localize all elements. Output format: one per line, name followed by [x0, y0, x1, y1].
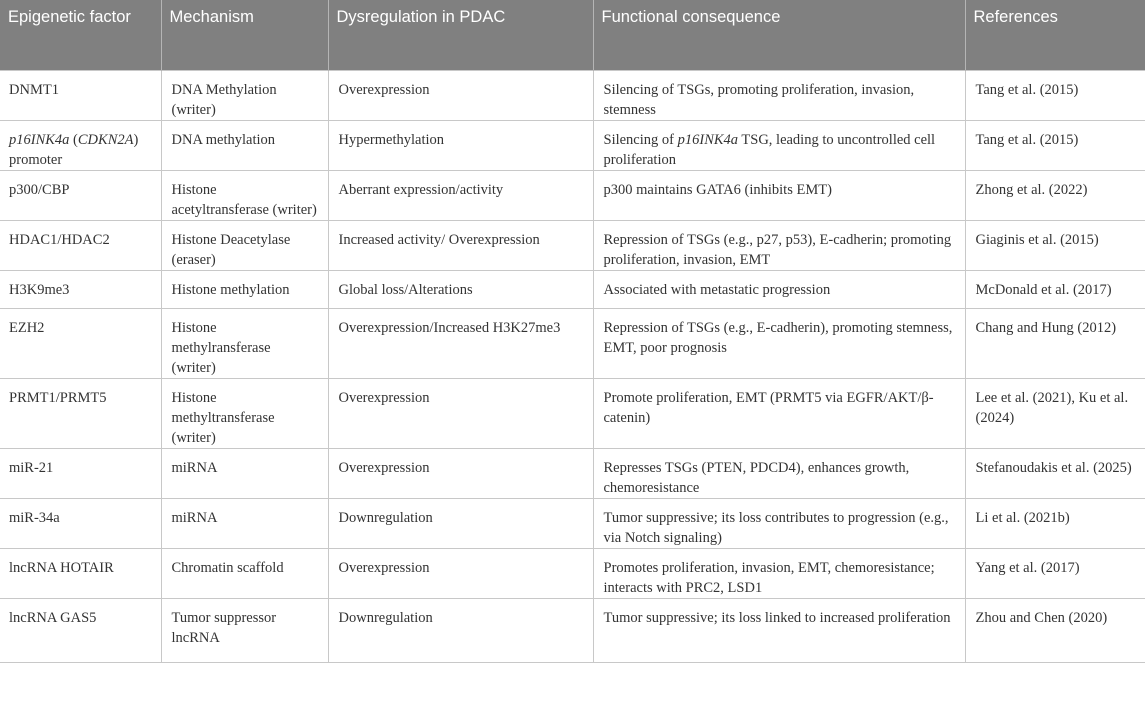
cell-dysregulation: Overexpression	[328, 379, 593, 449]
cell-reference: Yang et al. (2017)	[965, 549, 1145, 599]
cell-dysregulation: Global loss/Alterations	[328, 271, 593, 309]
table-row	[0, 549, 1145, 599]
text-part: p16INK4a	[9, 132, 70, 148]
cell-consequence: Silencing of TSGs, promoting proliferation, invasion, stemness	[593, 71, 965, 121]
header-row	[0, 0, 1145, 71]
cell-mechanism: miRNA	[161, 499, 328, 549]
cell-reference: Zhou and Chen (2020)	[965, 599, 1145, 663]
text-part: Silencing of	[603, 132, 678, 148]
cell-factor: H3K9me3	[0, 271, 161, 309]
cell-factor: lncRNA GAS5	[0, 599, 161, 663]
cell-consequence: Promotes proliferation, invasion, EMT, chemoresistance; interacts with PRC2, LSD1	[593, 549, 965, 599]
header-epigenetic-factor: Epigenetic factor	[0, 0, 161, 71]
cell-dysregulation: Overexpression	[328, 71, 593, 121]
cell-dysregulation: Overexpression/Increased H3K27me3	[328, 309, 593, 379]
cell-factor: lncRNA HOTAIR	[0, 549, 161, 599]
header-functional-consequence: Functional consequence	[593, 0, 965, 71]
cell-mechanism: DNA methylation	[161, 121, 328, 171]
table-row	[0, 171, 1145, 221]
cell-mechanism: Histone acetyltransferase (writer)	[161, 171, 328, 221]
table-row	[0, 271, 1145, 309]
cell-consequence: Repression of TSGs (e.g., E-cadherin), promoting stemness, EMT, poor prognosis	[593, 309, 965, 379]
text-part: CDKN2A	[77, 132, 134, 148]
table-row	[0, 221, 1145, 271]
cell-factor: DNMT1	[0, 71, 161, 121]
cell-mechanism: Histone methylation	[161, 271, 328, 309]
cell-consequence: Represses TSGs (PTEN, PDCD4), enhances growth, chemoresistance	[593, 449, 965, 499]
cell-factor: p300/CBP	[0, 171, 161, 221]
cell-mechanism: Chromatin scaffold	[161, 549, 328, 599]
cell-consequence: Promote proliferation, EMT (PRMT5 via EGFR/AKT/β-catenin)	[593, 379, 965, 449]
cell-dysregulation: Downregulation	[328, 599, 593, 663]
cell-factor: EZH2	[0, 309, 161, 379]
cell-mechanism: Histone methyltransferase (writer)	[161, 379, 328, 449]
table-row	[0, 121, 1145, 171]
cell-reference: Giaginis et al. (2015)	[965, 221, 1145, 271]
cell-dysregulation: Hypermethylation	[328, 121, 593, 171]
cell-consequence	[593, 121, 965, 171]
cell-consequence: Repression of TSGs (e.g., p27, p53), E-cadherin; promoting proliferation, invasion, EMT	[593, 221, 965, 271]
cell-factor: HDAC1/HDAC2	[0, 221, 161, 271]
table-row	[0, 71, 1145, 121]
text-part: ) promoter	[9, 132, 139, 168]
cell-dysregulation: Overexpression	[328, 449, 593, 499]
cell-factor	[0, 121, 161, 171]
cell-factor: PRMT1/PRMT5	[0, 379, 161, 449]
table-row	[0, 449, 1145, 499]
cell-reference: Tang et al. (2015)	[965, 71, 1145, 121]
table-row	[0, 309, 1145, 379]
cell-dysregulation: Downregulation	[328, 499, 593, 549]
cell-dysregulation: Increased activity/ Overexpression	[328, 221, 593, 271]
cell-mechanism: miRNA	[161, 449, 328, 499]
header-mechanism: Mechanism	[161, 0, 328, 71]
table-row	[0, 499, 1145, 549]
cell-reference: McDonald et al. (2017)	[965, 271, 1145, 309]
text-part: (	[69, 132, 78, 148]
cell-consequence: Associated with metastatic progression	[593, 271, 965, 309]
text-part: TSG, leading to uncontrolled cell proliferation	[603, 132, 936, 168]
table-row	[0, 599, 1145, 663]
cell-mechanism: Tumor suppressor lncRNA	[161, 599, 328, 663]
cell-consequence: p300 maintains GATA6 (inhibits EMT)	[593, 171, 965, 221]
cell-factor: miR-21	[0, 449, 161, 499]
cell-consequence: Tumor suppressive; its loss linked to increased proliferation	[593, 599, 965, 663]
cell-reference: Chang and Hung (2012)	[965, 309, 1145, 379]
cell-reference: Tang et al. (2015)	[965, 121, 1145, 171]
cell-factor: miR-34a	[0, 499, 161, 549]
cell-dysregulation: Aberrant expression/activity	[328, 171, 593, 221]
cell-mechanism: Histone methylransferase (writer)	[161, 309, 328, 379]
cell-reference: Lee et al. (2021), Ku et al. (2024)	[965, 379, 1145, 449]
header-dysregulation: Dysregulation in PDAC	[328, 0, 593, 71]
cell-reference: Li et al. (2021b)	[965, 499, 1145, 549]
cell-dysregulation: Overexpression	[328, 549, 593, 599]
cell-mechanism: Histone Deacetylase (eraser)	[161, 221, 328, 271]
cell-reference: Zhong et al. (2022)	[965, 171, 1145, 221]
cell-reference: Stefanoudakis et al. (2025)	[965, 449, 1145, 499]
text-part: p16INK4a	[677, 132, 739, 148]
cell-consequence: Tumor suppressive; its loss contributes to progression (e.g., via Notch signaling)	[593, 499, 965, 549]
header-references: References	[965, 0, 1145, 71]
table-row	[0, 379, 1145, 449]
cell-mechanism: DNA Methylation (writer)	[161, 71, 328, 121]
